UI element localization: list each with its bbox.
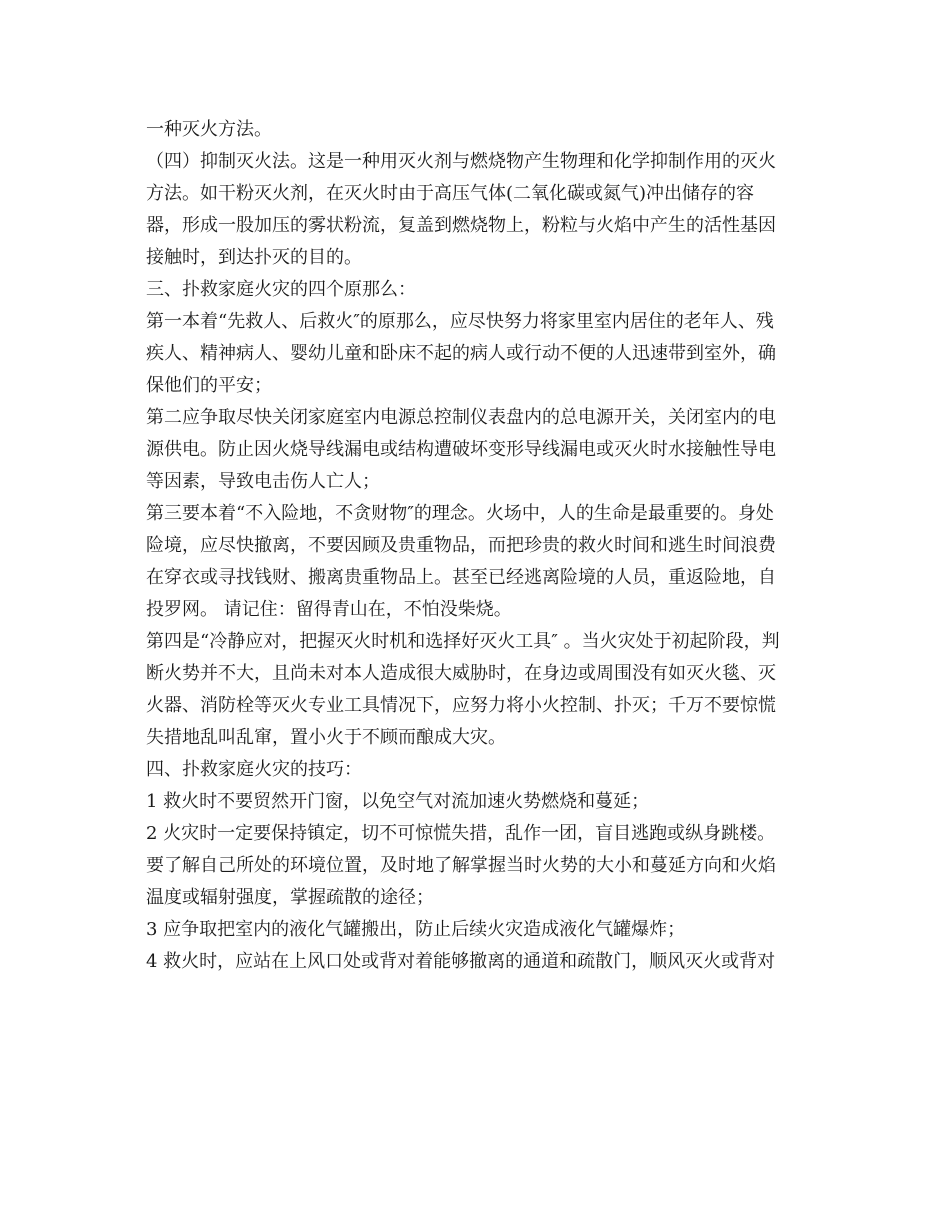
- text-line: （四）抑制灭火法。这是一种用灭火剂与燃烧物产生物理和化学抑制作用的灭火: [146, 151, 776, 172]
- text-line: 器，形成一股加压的雾状粉流，复盖到燃烧物上，粉粒与火焰中产生的活性基因: [146, 215, 776, 236]
- text-line: 等因素，导致电击伤人亡人；: [146, 471, 380, 492]
- text-line: 断火势并不大，且尚未对本人造成很大威胁时，在身边或周围没有如灭火毯、灭: [146, 663, 776, 684]
- text-line: 在穿衣或寻找钱财、搬离贵重物品上。甚至已经逃离险境的人员，重返险地，自: [146, 567, 776, 588]
- text-line: 保他们的平安；: [146, 375, 272, 396]
- text-line: 火器、消防栓等灭火专业工具情况下，应努力将小火控制、扑灭；千万不要惊慌: [146, 695, 776, 716]
- list-item: 2 火灾时一定要保持镇定，切不可惊慌失措，乱作一团，盲目逃跑或纵身跳楼。: [146, 823, 776, 844]
- text-line: 失措地乱叫乱窜，置小火于不顾而酿成大灾。: [146, 727, 506, 748]
- text-line: 温度或辐射强度，掌握疏散的途径；: [146, 887, 434, 908]
- section-heading: 三、扑救家庭火灾的四个原那么：: [146, 279, 416, 300]
- list-item: 4 救火时，应站在上风口处或背对着能够撤离的通道和疏散门，顺风灭火或背对: [146, 951, 776, 972]
- section-heading: 四、扑救家庭火灾的技巧：: [146, 759, 362, 780]
- list-item: 3 应争取把室内的液化气罐搬出，防止后续火灾造成液化气罐爆炸；: [146, 919, 686, 940]
- text-line: 要了解自己所处的环境位置，及时地了解掌握当时火势的大小和蔓延方向和火焰: [146, 855, 776, 876]
- text-line: 投罗网。 请记住：留得青山在，不怕没柴烧。: [146, 599, 512, 620]
- text-line: 方法。如干粉灭火剂，在灭火时由于高压气体(二氧化碳或氮气)冲出储存的容: [146, 183, 755, 204]
- text-line: 接触时，到达扑灭的目的。: [146, 247, 362, 268]
- text-line: 一种灭火方法。: [146, 119, 272, 140]
- text-line: 第四是“冷静应对，把握灭火时机和选择好灭火工具″ 。当火灾处于初起阶段，判: [146, 631, 780, 652]
- text-line: 源供电。防止因火烧导线漏电或结构遭破坏变形导线漏电或灭火时水接触性导电: [146, 439, 776, 460]
- text-line: 第二应争取尽快关闭家庭室内电源总控制仪表盘内的总电源开关，关闭室内的电: [146, 407, 776, 428]
- document-body: [146, 114, 810, 978]
- list-item: 1 救火时不要贸然开门窗，以免空气对流加速火势燃烧和蔓延；: [146, 791, 650, 812]
- text-line: 疾人、精神病人、婴幼儿童和卧床不起的病人或行动不便的人迅速带到室外，确: [146, 343, 776, 364]
- text-line: 第一本着“先救人、后救火″的原那么，应尽快努力将家里室内居住的老年人、残: [146, 311, 774, 332]
- text-line: 险境，应尽快撤离，不要因顾及贵重物品，而把珍贵的救火时间和逃生时间浪费: [146, 535, 776, 556]
- text-line: 第三要本着“不入险地，不贪财物″的理念。火场中，人的生命是最重要的。身处: [146, 503, 774, 524]
